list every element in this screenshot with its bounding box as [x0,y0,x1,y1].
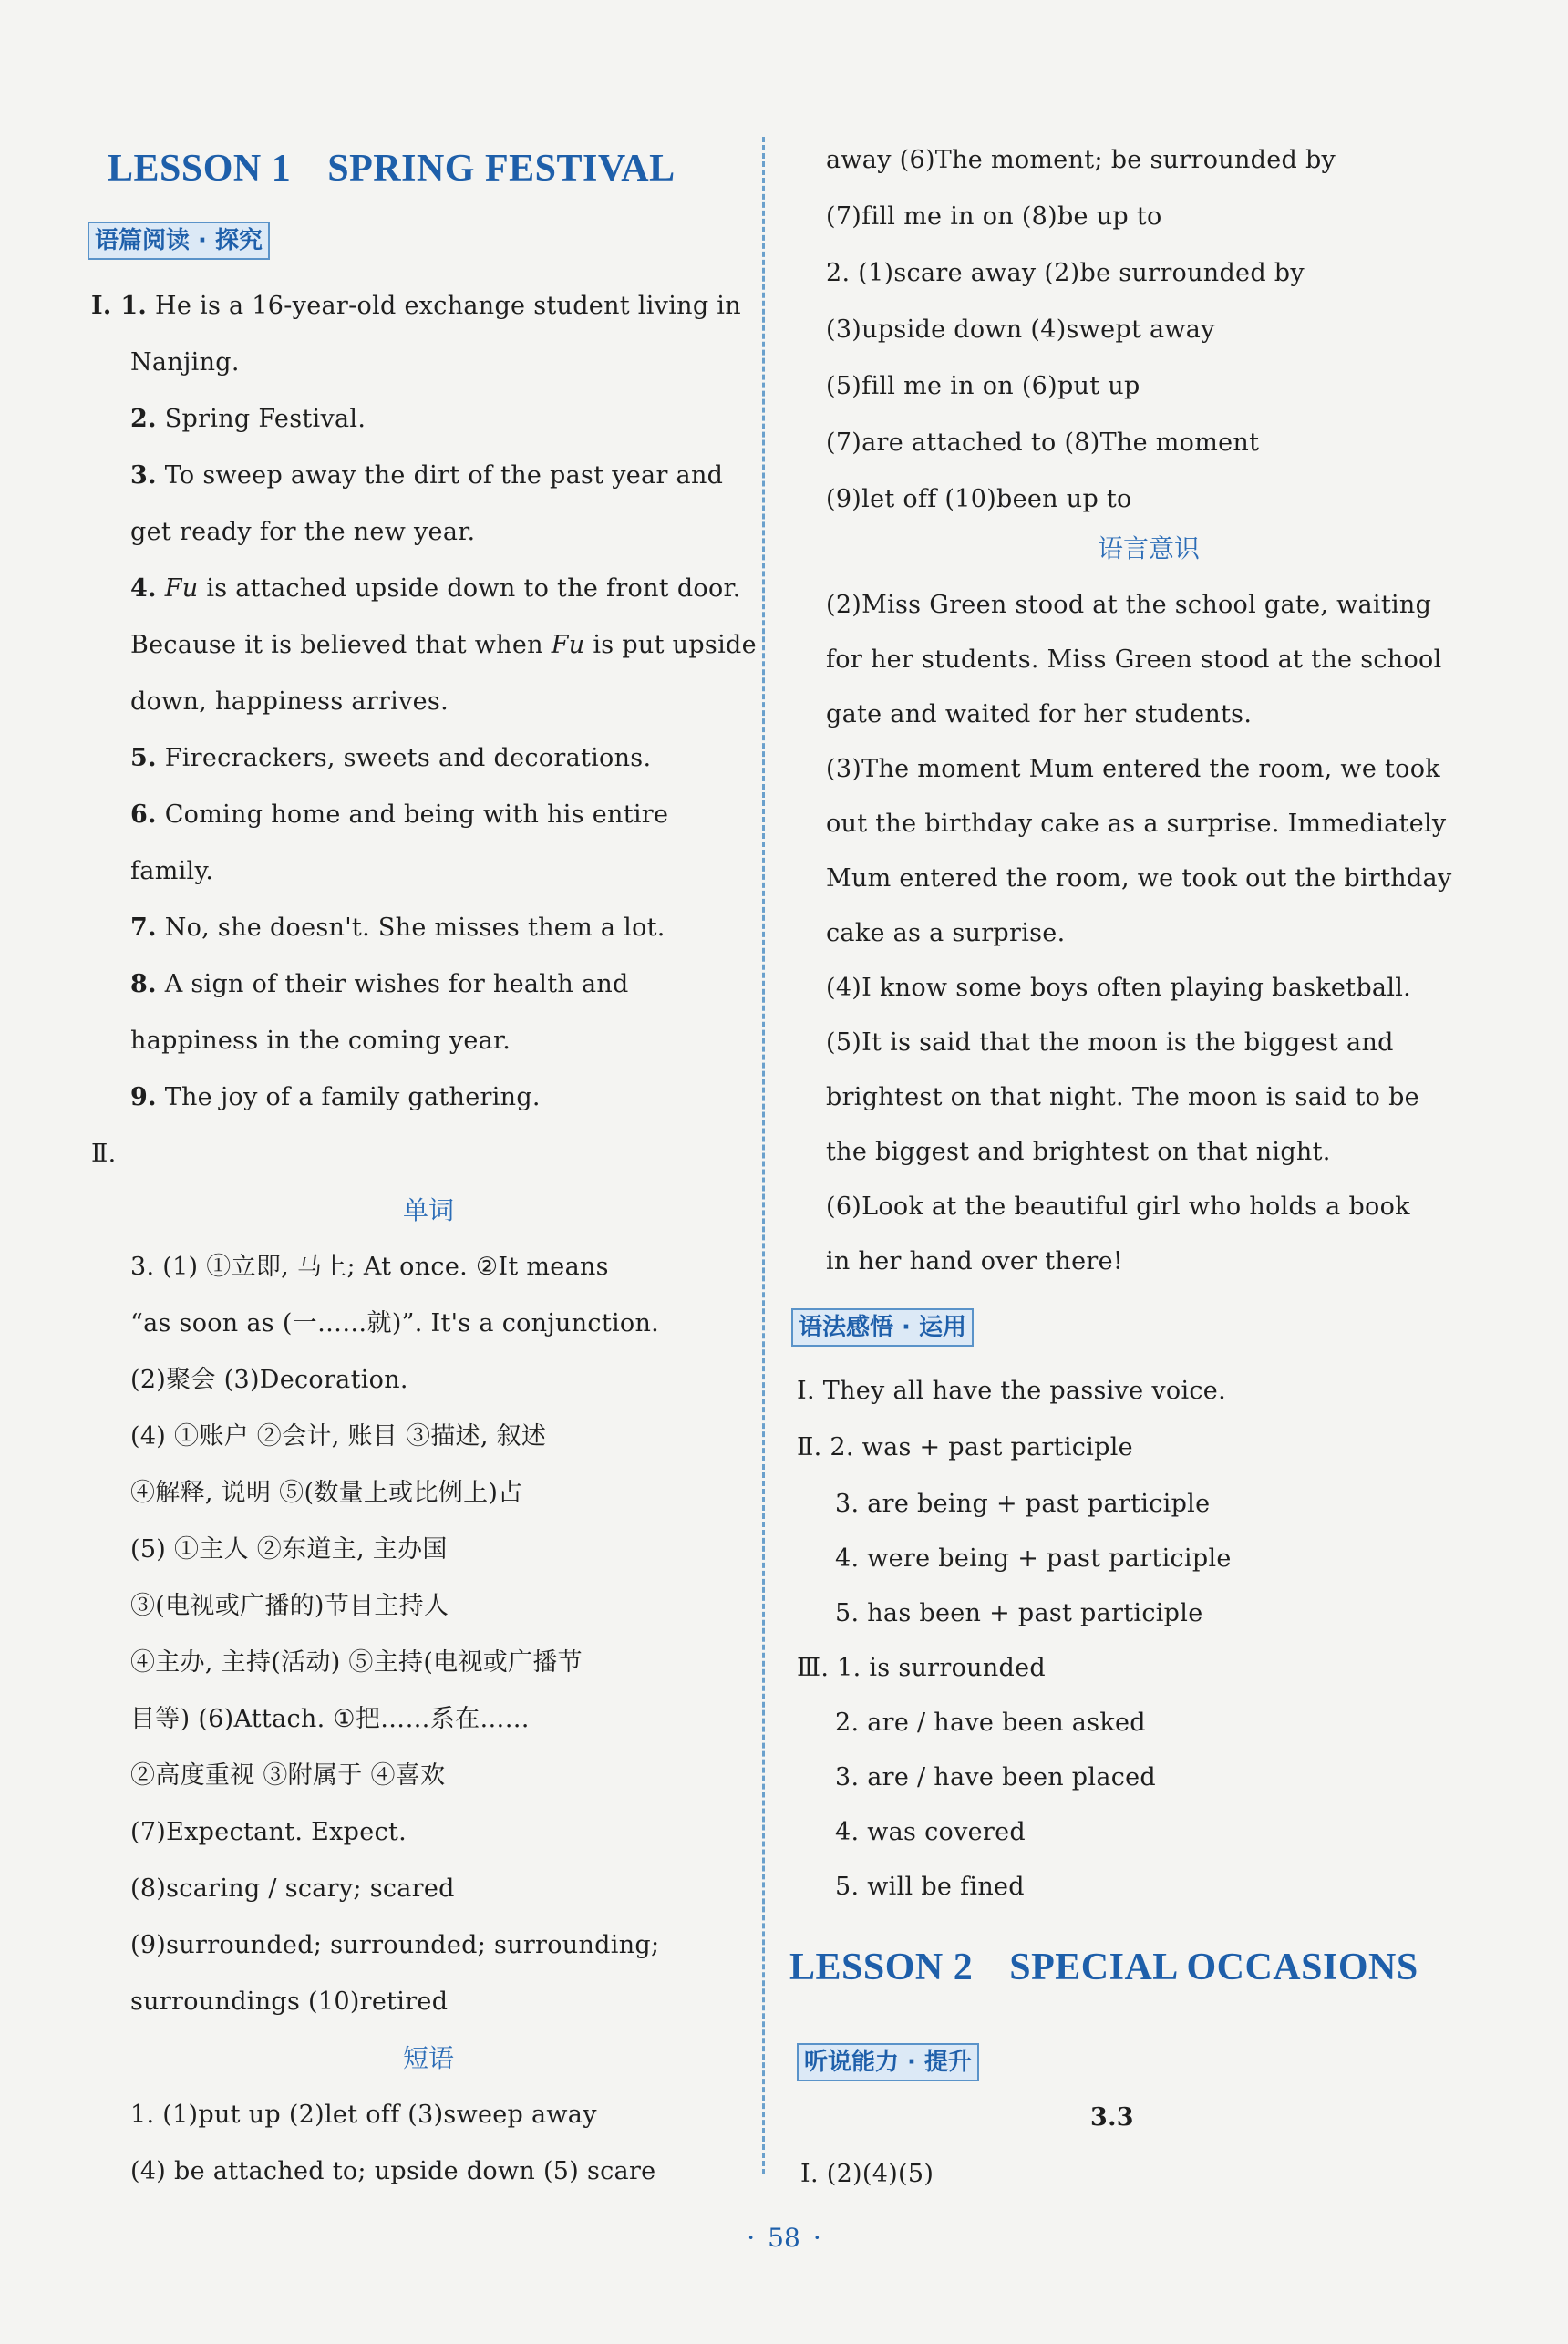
answer-line: Ⅰ. (2)(4)(5) [800,2160,934,2188]
question-number: 5. [130,744,157,772]
answer-line [130,968,629,1001]
phrase-line: 2. (1)scare away (2)be surrounded by [826,259,1305,287]
column-divider [762,137,765,2174]
answer-text: Coming home and being with his entire [164,800,669,829]
page-number-value: 58 [768,2223,800,2253]
vocab-line: (7)Expectant. Expect. [130,1818,407,1846]
answer-line [130,742,651,775]
answer-text: Because it is believed that when [130,631,543,659]
question-number: 9. [130,1083,157,1111]
answer-line [130,460,723,492]
phrase-line: (4) be attached to; upside down (5) scare [130,2157,656,2185]
answer-line: family. [130,857,214,885]
sentence-line: in her hand over there! [826,1247,1124,1275]
vocab-line: ②高度重视 ③附属于 ④喜欢 [130,1761,446,1790]
answer-line [130,629,757,662]
grammar-line: 4. was covered [835,1818,1026,1846]
sentence-line: (6)Look at the beautiful girl who holds a book [826,1193,1410,1221]
sentence-line: (3)The moment Mum entered the room, we took [826,755,1440,783]
answer-text: The joy of a family gathering. [164,1083,541,1111]
sentence-line: the biggest and brightest on that night. [826,1138,1331,1166]
answer-line [130,403,366,436]
grammar-line: 4. were being + past participle [835,1544,1232,1573]
grammar-line: Ⅲ. 1. is surrounded [797,1654,1046,1682]
answer-text: No, she doesn't. She misses them a lot. [164,914,665,942]
question-number: 8. [130,970,157,998]
section-number: 3.3 [1090,2103,1134,2132]
vocab-line: ③(电视或广播的)节目主持人 [130,1592,449,1620]
vocab-line: (8)scaring / scary; scared [130,1874,455,1903]
vocab-line: (9)surrounded; surrounded; surrounding; [130,1931,660,1959]
vocab-line: (5) ①主人 ②东道主, 主办国 [130,1535,448,1564]
grammar-line: 5. has been + past participle [835,1599,1203,1627]
answer-line [130,912,665,945]
question-number: 6. [130,800,157,829]
page-dot: · [812,2223,821,2253]
sentence-line: Mum entered the room, we took out the birthday [826,864,1452,893]
subheading-words: 单词 [402,1195,454,1225]
phrase-line: away (6)The moment; be surrounded by [826,146,1336,174]
lesson1-number: LESSON 1 [108,148,292,190]
subheading-language-awareness: 语言意识 [1097,533,1200,563]
grammar-line: 2. are / have been asked [835,1709,1146,1737]
answer-line: happiness in the coming year. [130,1027,511,1055]
grammar-line: 5. will be fined [835,1873,1025,1901]
subheading-phrases: 短语 [402,2043,454,2073]
answer-text: To sweep away the dirt of the past year and [164,461,724,490]
question-number: 4. [130,574,157,603]
vocab-line: surroundings (10)retired [130,1988,449,2016]
fu-word: Fu [164,574,199,603]
lesson2-name: SPECIAL OCCASIONS [1009,1946,1418,1988]
grammar-line: Ⅰ. They all have the passive voice. [797,1377,1226,1405]
lesson2-number: LESSON 2 [789,1946,974,1988]
question-number: Ⅰ. 1. [91,292,148,320]
question-number: 3. [130,461,157,490]
answer-line: Nanjing. [130,348,240,377]
phrase-line: 1. (1)put up (2)let off (3)sweep away [130,2101,597,2129]
answer-line: down, happiness arrives. [130,687,449,716]
lesson1-name: SPRING FESTIVAL [327,148,676,190]
sentence-line: gate and waited for her students. [826,700,1253,728]
answer-line [130,573,741,605]
page-number [693,2222,875,2255]
sentence-line: for her students. Miss Green stood at the school [826,645,1442,674]
phrase-line: (7)are attached to (8)The moment [826,429,1260,457]
phrase-line: (3)upside down (4)swept away [826,315,1215,344]
phrase-line: (9)let off (10)been up to [826,485,1132,513]
sentence-line: (5)It is said that the moon is the biggest and [826,1028,1394,1057]
lesson1-title [108,146,676,191]
vocab-line: 目等) (6)Attach. ①把……系在…… [130,1705,530,1733]
vocab-line: “as soon as (一……就)”. It's a conjunction. [130,1309,660,1337]
answer-text: A sign of their wishes for health and [164,970,629,998]
phrase-line: (5)fill me in on (6)put up [826,372,1140,400]
fu-word: Fu [551,631,585,659]
sentence-line: (4)I know some boys often playing basketball. [826,974,1412,1002]
grammar-line: Ⅱ. 2. was + past participle [797,1433,1133,1461]
vocab-line: (2)聚会 (3)Decoration. [130,1366,408,1394]
page-dot: · [747,2223,756,2253]
answer-text: Firecrackers, sweets and decorations. [164,744,652,772]
answer-text: is put upside [593,631,757,659]
answer-line: get ready for the new year. [130,518,476,546]
question-number: 2. [130,405,157,433]
section-badge-reading: 语篇阅读 · 探究 [88,222,270,260]
grammar-line: 3. are being + past participle [835,1490,1211,1518]
answer-text: is attached upside down to the front door. [206,574,741,603]
phrase-line: (7)fill me in on (8)be up to [826,202,1162,231]
answer-line [130,799,668,831]
answer-line [91,290,741,323]
vocab-line: 3. (1) ①立即, 马上; At once. ②It means [130,1253,609,1281]
question-number: 7. [130,914,157,942]
sentence-line: (2)Miss Green stood at the school gate, waiting [826,591,1432,619]
sentence-line: out the birthday cake as a surprise. Immediately [826,810,1447,838]
answer-text: Spring Festival. [164,405,366,433]
section-badge-listening: 听说能力 · 提升 [797,2043,979,2081]
sentence-line: brightest on that night. The moon is said to be [826,1083,1419,1111]
vocab-line: ④主办, 主持(活动) ⑤主持(电视或广播节 [130,1648,583,1677]
section-badge-grammar: 语法感悟 · 运用 [791,1308,974,1347]
vocab-line: (4) ①账户 ②会计, 账目 ③描述, 叙述 [130,1422,547,1451]
grammar-line: 3. are / have been placed [835,1763,1157,1792]
part-label: Ⅱ. [91,1140,117,1168]
vocab-line: ④解释, 说明 ⑤(数量上或比例上)占 [130,1479,523,1507]
sentence-line: cake as a surprise. [826,919,1066,947]
answer-line [130,1081,541,1114]
lesson2-title [789,1945,1418,1990]
answer-text: He is a 16-year-old exchange student living in [155,292,741,320]
